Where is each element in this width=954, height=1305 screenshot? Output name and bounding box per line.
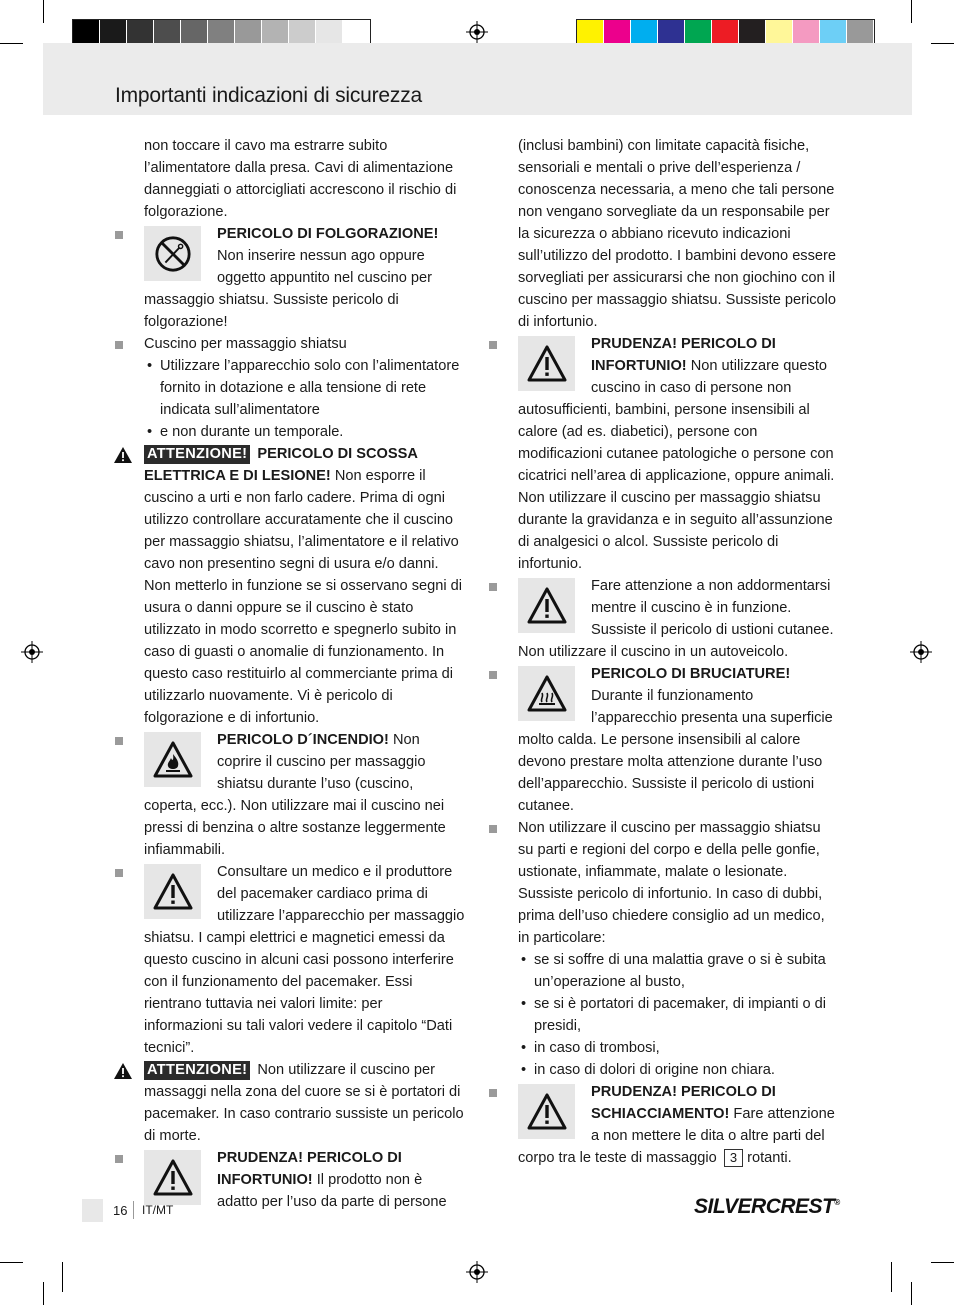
bullet-square-icon (115, 1155, 123, 1163)
paragraph (487, 135, 839, 333)
warning-text: Fare attenzione a non addormentarsi mentre il cuscino è in funzione. Sussiste il pericolo di ustioni cutanee. Non utilizzare il cuscino in un autoveicolo. (518, 578, 834, 660)
warning-title: PERICOLO DI SCOSSA ELETTRICA E DI LESIONE! (144, 446, 418, 484)
sub-item-text: se si è portatori di pacemaker, di impianti o di presidi, (534, 996, 827, 1034)
icon-box (144, 864, 201, 919)
warning-text: Non utilizzare questo cuscino in caso di persone non autosufficienti, bambini, persone insensibili al calore (ad es. diabetici), persone con modificazioni cutanee patologiche o persone con cicatrici nell’area di applicazione, oppure animali. Non utilizzare il cuscino per massaggio shiatsu durante la gravidanza e in seguito all’assunzione di analgesici o alcol. Sussiste pericolo di infortunio. (518, 358, 835, 572)
crop-mark (43, 0, 44, 23)
list-item (113, 223, 465, 333)
crop-mark (891, 1262, 892, 1292)
bullet-square-icon (489, 341, 497, 349)
bullet-square-icon (115, 737, 123, 745)
crop-mark (931, 43, 954, 44)
brand-name: SILVERCREST (694, 1195, 835, 1218)
warning-text: Non inserire nessun ago oppure oggetto appuntito nel cuscino per massaggio shiatsu. Sussiste pericolo di folgorazione! (144, 248, 433, 330)
page-number-box (82, 1199, 103, 1222)
list-item-text: Non utilizzare il cuscino per massaggio shiatsu su parti e regioni del corpo e della pelle gonfie, ustionate, infiammate, malate o lesionate. Sussiste pericolo di infortunio. In caso di dubbi, prima dell’uso chiedere consiglio ad un medico, in particolare: (518, 820, 825, 946)
paragraph-text: (inclusi bambini) con limitate capacità fisiche, sensoriali e mentali o prive dell’esperienza / conoscenza necessaria, a meno che tali persone non vengano sorvegliate da un responsabile per la sicurezza o abbiano ricevuto indicazioni sull’utilizzo del prodotto. I bambini devono essere sorvegliati per assicurarsi che non giochino con il cuscino per massaggio shiatsu. Sussiste pericolo di infortunio. (518, 138, 836, 330)
registered-mark: ® (834, 1198, 840, 1207)
right-column (487, 135, 839, 1169)
no-needle-icon (153, 235, 193, 273)
sub-item-text: in caso di dolori di origine non chiara. (534, 1062, 775, 1078)
list-item (487, 575, 839, 663)
crop-mark (911, 0, 912, 23)
list-item (487, 333, 839, 575)
attention-badge: ATTENZIONE! (144, 445, 250, 464)
crop-mark (0, 43, 23, 44)
crop-mark (43, 1282, 44, 1305)
paragraph-text: non toccare il cavo ma estrarre subito l’alimentatore dalla presa. Cavi di alimentazione danneggiati o attorcigliati accrescono il rischio di folgorazione. (144, 138, 457, 220)
sub-item-text: e non durante un temporale. (160, 424, 344, 440)
warning-title: PRUDENZA! PERICOLO DI INFORTUNIO! (591, 336, 776, 374)
sub-item-text: se si soffre di una malattia grave o si è subita un’operazione al busto, (534, 952, 826, 990)
warning-triangle-icon (527, 345, 567, 383)
icon-box (518, 336, 575, 391)
list-item (487, 817, 839, 1081)
warning-triangle-icon (113, 1062, 133, 1080)
warning-text: Consultare un medico e il produttore del pacemaker cardiaco prima di utilizzare l’apparecchio per massaggio shiatsu. I campi elettrici e magnetici emessi da questo cuscino in alcuni casi possono interferire con il funzionamento del pacemaker. Essi rientrano tuttavia nei valori limite: per informazioni su tali valori vedere il capitolo “Dati tecnici”. (144, 864, 465, 1056)
list-item (487, 663, 839, 817)
warning-text: Non esporre il cuscino a urti e non farlo cadere. Prima di ogni utilizzo controllare accuratamente che il cuscino per massaggio shiatsu, l’alimentatore e il relativo cavo non presentino segni di usura e/o danni. Non metterlo in funzione se si osservano segni di usura o danni oppure se il cuscino è stato utilizzato in modo scorretto e spegnerlo subito in caso di guasti o anomalie di funzionamento. In questo caso restituirlo al commerciante prima di utilizzarlo nuovamente. Vi è pericolo di folgorazione e di infortunio. (144, 468, 462, 726)
registration-mark-icon (21, 641, 43, 663)
warning-title: PERICOLO D´INCENDIO! (217, 732, 389, 748)
sub-list-item (518, 949, 839, 993)
bullet-square-icon (115, 341, 123, 349)
icon-box (144, 732, 201, 787)
warning-title: PERICOLO DI FOLGORAZIONE! (217, 226, 439, 242)
warning-text: Durante il funzionamento l’apparecchio presenta una superficie molto calda. Le persone insensibili al calore devono prestare molta attenzione durante l’uso dell’apparecchio. Sussiste il pericolo di ustioni cutanee. (518, 688, 833, 814)
warning-triangle-icon (527, 1093, 567, 1131)
page-title: Importanti indicazioni di sicurezza (115, 84, 422, 107)
warning-text: Non utilizzare il cuscino per massaggi nella zona del cuore se si è portatori di pacemaker. In caso contrario sussiste un pericolo di morte. (144, 1062, 464, 1144)
warning-text: Non coprire il cuscino per massaggio shiatsu durante l’uso (cuscino, coperta, ecc.). Non utilizzare mai il cuscino nei pressi di benzina o altre sostanze leggermente infiammabili. (144, 732, 446, 858)
sub-list-item (144, 421, 465, 443)
hot-surface-icon (527, 675, 567, 713)
list-item (113, 333, 465, 443)
sub-list-item (518, 993, 839, 1037)
warning-triangle-icon (113, 446, 133, 464)
icon-box (518, 1084, 575, 1139)
crop-mark (62, 1262, 63, 1292)
bullet-square-icon (489, 583, 497, 591)
language-code: IT/MT (142, 1203, 174, 1217)
icon-box (144, 226, 201, 281)
bullet-square-icon (489, 825, 497, 833)
sub-list-item (144, 355, 465, 421)
list-item (113, 861, 465, 1059)
bullet-square-icon (489, 671, 497, 679)
paragraph (113, 135, 465, 223)
warning-text: Il prodotto non è adatto per l’uso da parte di persone (217, 1172, 447, 1210)
registration-mark-icon (910, 641, 932, 663)
warning-triangle-icon (527, 587, 567, 625)
icon-box (518, 578, 575, 633)
warning-title: PRUDENZA! PERICOLO DI SCHIACCIAMENTO! (591, 1084, 776, 1122)
list-item-text: Cuscino per massaggio shiatsu (144, 336, 347, 352)
attention-badge: ATTENZIONE! (144, 1061, 250, 1080)
warning-triangle-icon (153, 873, 193, 911)
bullet-square-icon (115, 231, 123, 239)
sub-item-text: in caso di trombosi, (534, 1040, 660, 1056)
warning-text-end: rotanti. (747, 1150, 792, 1166)
crop-mark (911, 1282, 912, 1305)
bullet-square-icon (115, 869, 123, 877)
crop-mark (931, 1262, 954, 1263)
warning-title: PRUDENZA! PERICOLO DI INFORTUNIO! (217, 1150, 402, 1188)
left-column (113, 135, 465, 1213)
bullet-square-icon (489, 1089, 497, 1097)
icon-box (144, 1150, 201, 1205)
brand-logo (694, 1195, 840, 1219)
warning-text: Fare attenzione a non mettere le dita o altre parti del corpo tra le teste di massaggio (518, 1106, 835, 1166)
list-item (487, 1081, 839, 1169)
part-reference-number: 3 (724, 1149, 743, 1167)
warning-title: PERICOLO DI BRUCIATURE! (591, 666, 791, 682)
warning-triangle-icon (153, 1159, 193, 1197)
fire-warning-icon (153, 741, 193, 779)
icon-box (518, 666, 575, 721)
attention-block (113, 1059, 465, 1147)
registration-mark-icon (466, 1261, 488, 1283)
list-item (113, 729, 465, 861)
sub-list-item (518, 1059, 839, 1081)
sub-list-item (518, 1037, 839, 1059)
page-number: 16 (113, 1203, 128, 1218)
crop-mark (0, 1262, 23, 1263)
footer-divider (133, 1201, 134, 1219)
attention-block (113, 443, 465, 729)
sub-item-text: Utilizzare l’apparecchio solo con l’alimentatore fornito in dotazione e alla tensione di rete indicata sull’alimentatore (160, 358, 460, 418)
registration-mark-icon (466, 21, 488, 43)
